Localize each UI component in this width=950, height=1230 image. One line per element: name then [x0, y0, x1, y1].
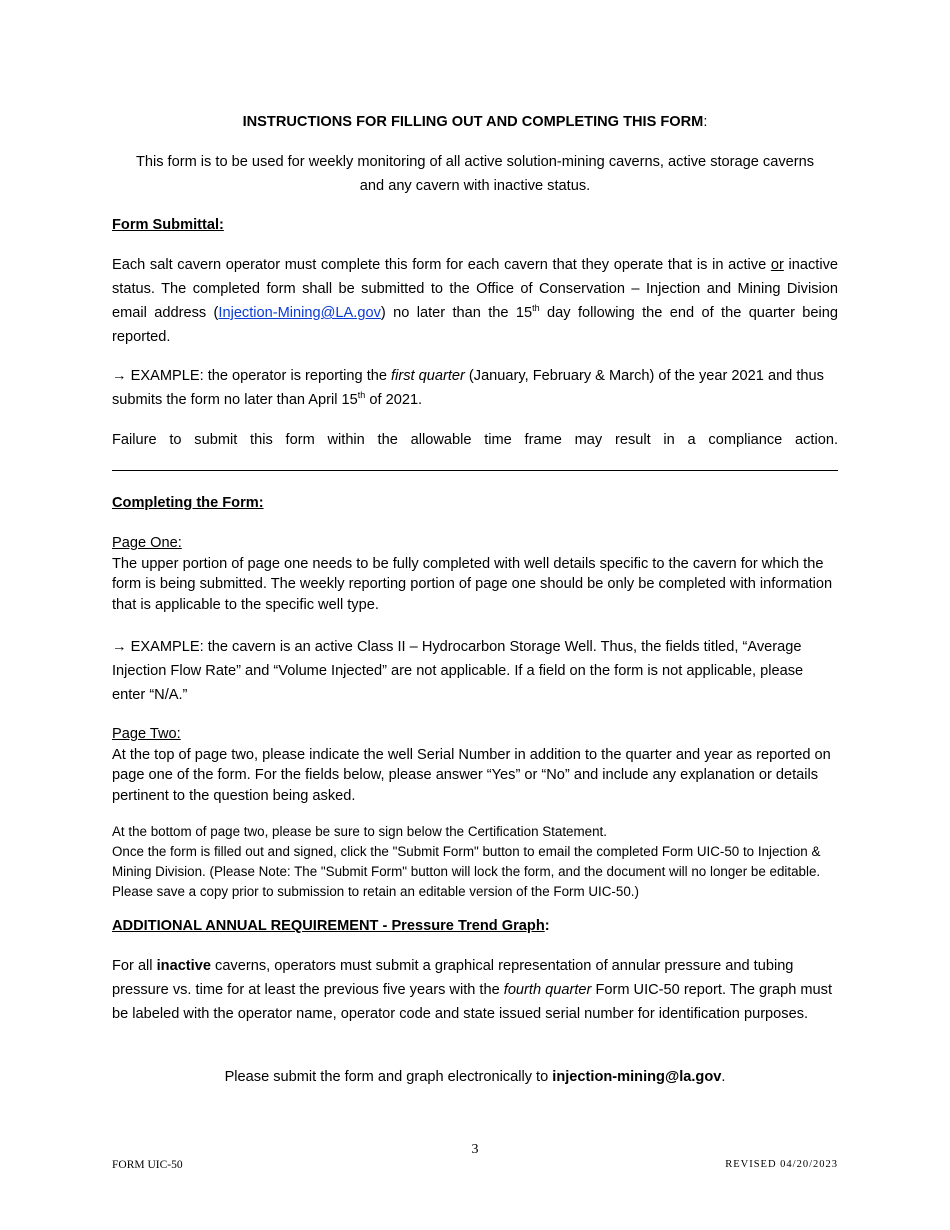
annual-text-a: For all [112, 958, 157, 974]
submittal-text-a: Each salt cavern operator must complete this form for each cavern that they operate that is in active [112, 257, 771, 273]
page-two-text: At the top of page two, please indicate the well Serial Number in addition to the quarter and year as reported on page one of the form. For the fields below, please answer “Yes” or “No” and include any explanation or details pertinent to the question being asked. [112, 746, 831, 804]
submittal-or: or [770, 257, 784, 273]
completing-form-heading: Completing the Form: [112, 495, 264, 511]
intro-paragraph: This form is to be used for weekly monitoring of all active solution-mining caverns, active storage caverns and any cavern with inactive status. [135, 154, 815, 194]
example-text-a: → EXAMPLE: the operator is reporting the [112, 368, 392, 384]
submittal-example [112, 364, 838, 412]
example-emphasis: first quarter [391, 368, 465, 384]
submittal-superscript: th [532, 303, 540, 314]
annual-text-c: Form UIC-50 report. The graph must be labeled with the operator name, operator code and state issued serial number for identification purposes. [112, 982, 833, 1022]
annual-paragraph [112, 954, 838, 1026]
example-superscript: th [357, 390, 366, 401]
page-number: 3 [471, 1142, 479, 1157]
annual-heading-text: ADDITIONAL ANNUAL REQUIREMENT - Pressure Trend Graph [112, 918, 545, 934]
submittal-text-d: day following the end of the quarter being reported. [112, 305, 839, 345]
page-title [112, 110, 838, 134]
footer-revised-date: REVISED 04/20/2023 [725, 1159, 838, 1170]
example-text-c: of 2021. [365, 392, 423, 408]
annual-text-b: caverns, operators must submit a graphical representation of annular pressure and tubing pressure vs. time for at least the previous five years with the [112, 958, 794, 998]
annual-requirement-heading [112, 914, 838, 938]
annual-bold: inactive [156, 958, 211, 974]
title-text: INSTRUCTIONS FOR FILLING OUT AND COMPLETING THIS FORM [242, 114, 704, 130]
submit-text-a: Please submit the form and graph electronically to [224, 1069, 553, 1085]
failure-notice: Failure to submit this form within the allowable time frame may result in a compliance action. [112, 432, 838, 448]
certification-line: At the bottom of page two, please be sure to sign below the Certification Statement. [112, 824, 607, 839]
page-one-example: → EXAMPLE: the cavern is an active Class II – Hydrocarbon Storage Well. Thus, the fields titled, “Average Injection Flow Rate” and “Volume Injected” are not applicable. If a field on the form is not applicable, please enter “N/A.” [112, 639, 804, 703]
example-text-b: (January, February & March) of the year 2021 and thus submits the form no later than April 15 [112, 368, 824, 408]
injection-mining-email-link[interactable]: Injection-Mining@LA.gov [218, 305, 381, 321]
title-colon: : [703, 114, 708, 130]
submittal-paragraph [112, 253, 838, 349]
page-one-text: The upper portion of page one needs to be fully completed with well details specific to the cavern for which the form is being submitted. The weekly reporting portion of page one should be only be completed with information that is applicable to the specific well type. [112, 555, 833, 613]
submit-form-instructions: Once the form is filled out and signed, click the "Submit Form" button to email the completed Form UIC-50 to Injection & Mining Division. (Please Note: The "Submit Form" button will lock the form, and the document will no longer be editable. Please save a copy prior to submission to retain an editable version of the Form UIC-50.) [112, 844, 821, 899]
submittal-text-c: ) no later than the 15 [380, 305, 533, 321]
page-two-label: Page Two: [112, 726, 181, 742]
submit-instruction [112, 1065, 838, 1089]
footer-form-name: FORM UIC-50 [112, 1159, 183, 1171]
page-one-label: Page One: [112, 535, 182, 551]
submission-instructions [112, 822, 838, 902]
annual-emphasis: fourth quarter [503, 982, 592, 998]
submittal-text-b: inactive status. The completed form shall be submitted to the Office of Conservation – Injection and Mining Division email address ( [112, 257, 838, 321]
section-divider [112, 470, 838, 471]
submit-text-b: . [721, 1069, 726, 1085]
submit-email: injection-mining@la.gov [552, 1069, 722, 1085]
page-one-section [112, 533, 838, 615]
annual-heading-colon: : [544, 918, 550, 934]
form-submittal-heading: Form Submittal: [112, 217, 224, 233]
page-two-section [112, 724, 838, 806]
document-page [112, 0, 838, 1230]
